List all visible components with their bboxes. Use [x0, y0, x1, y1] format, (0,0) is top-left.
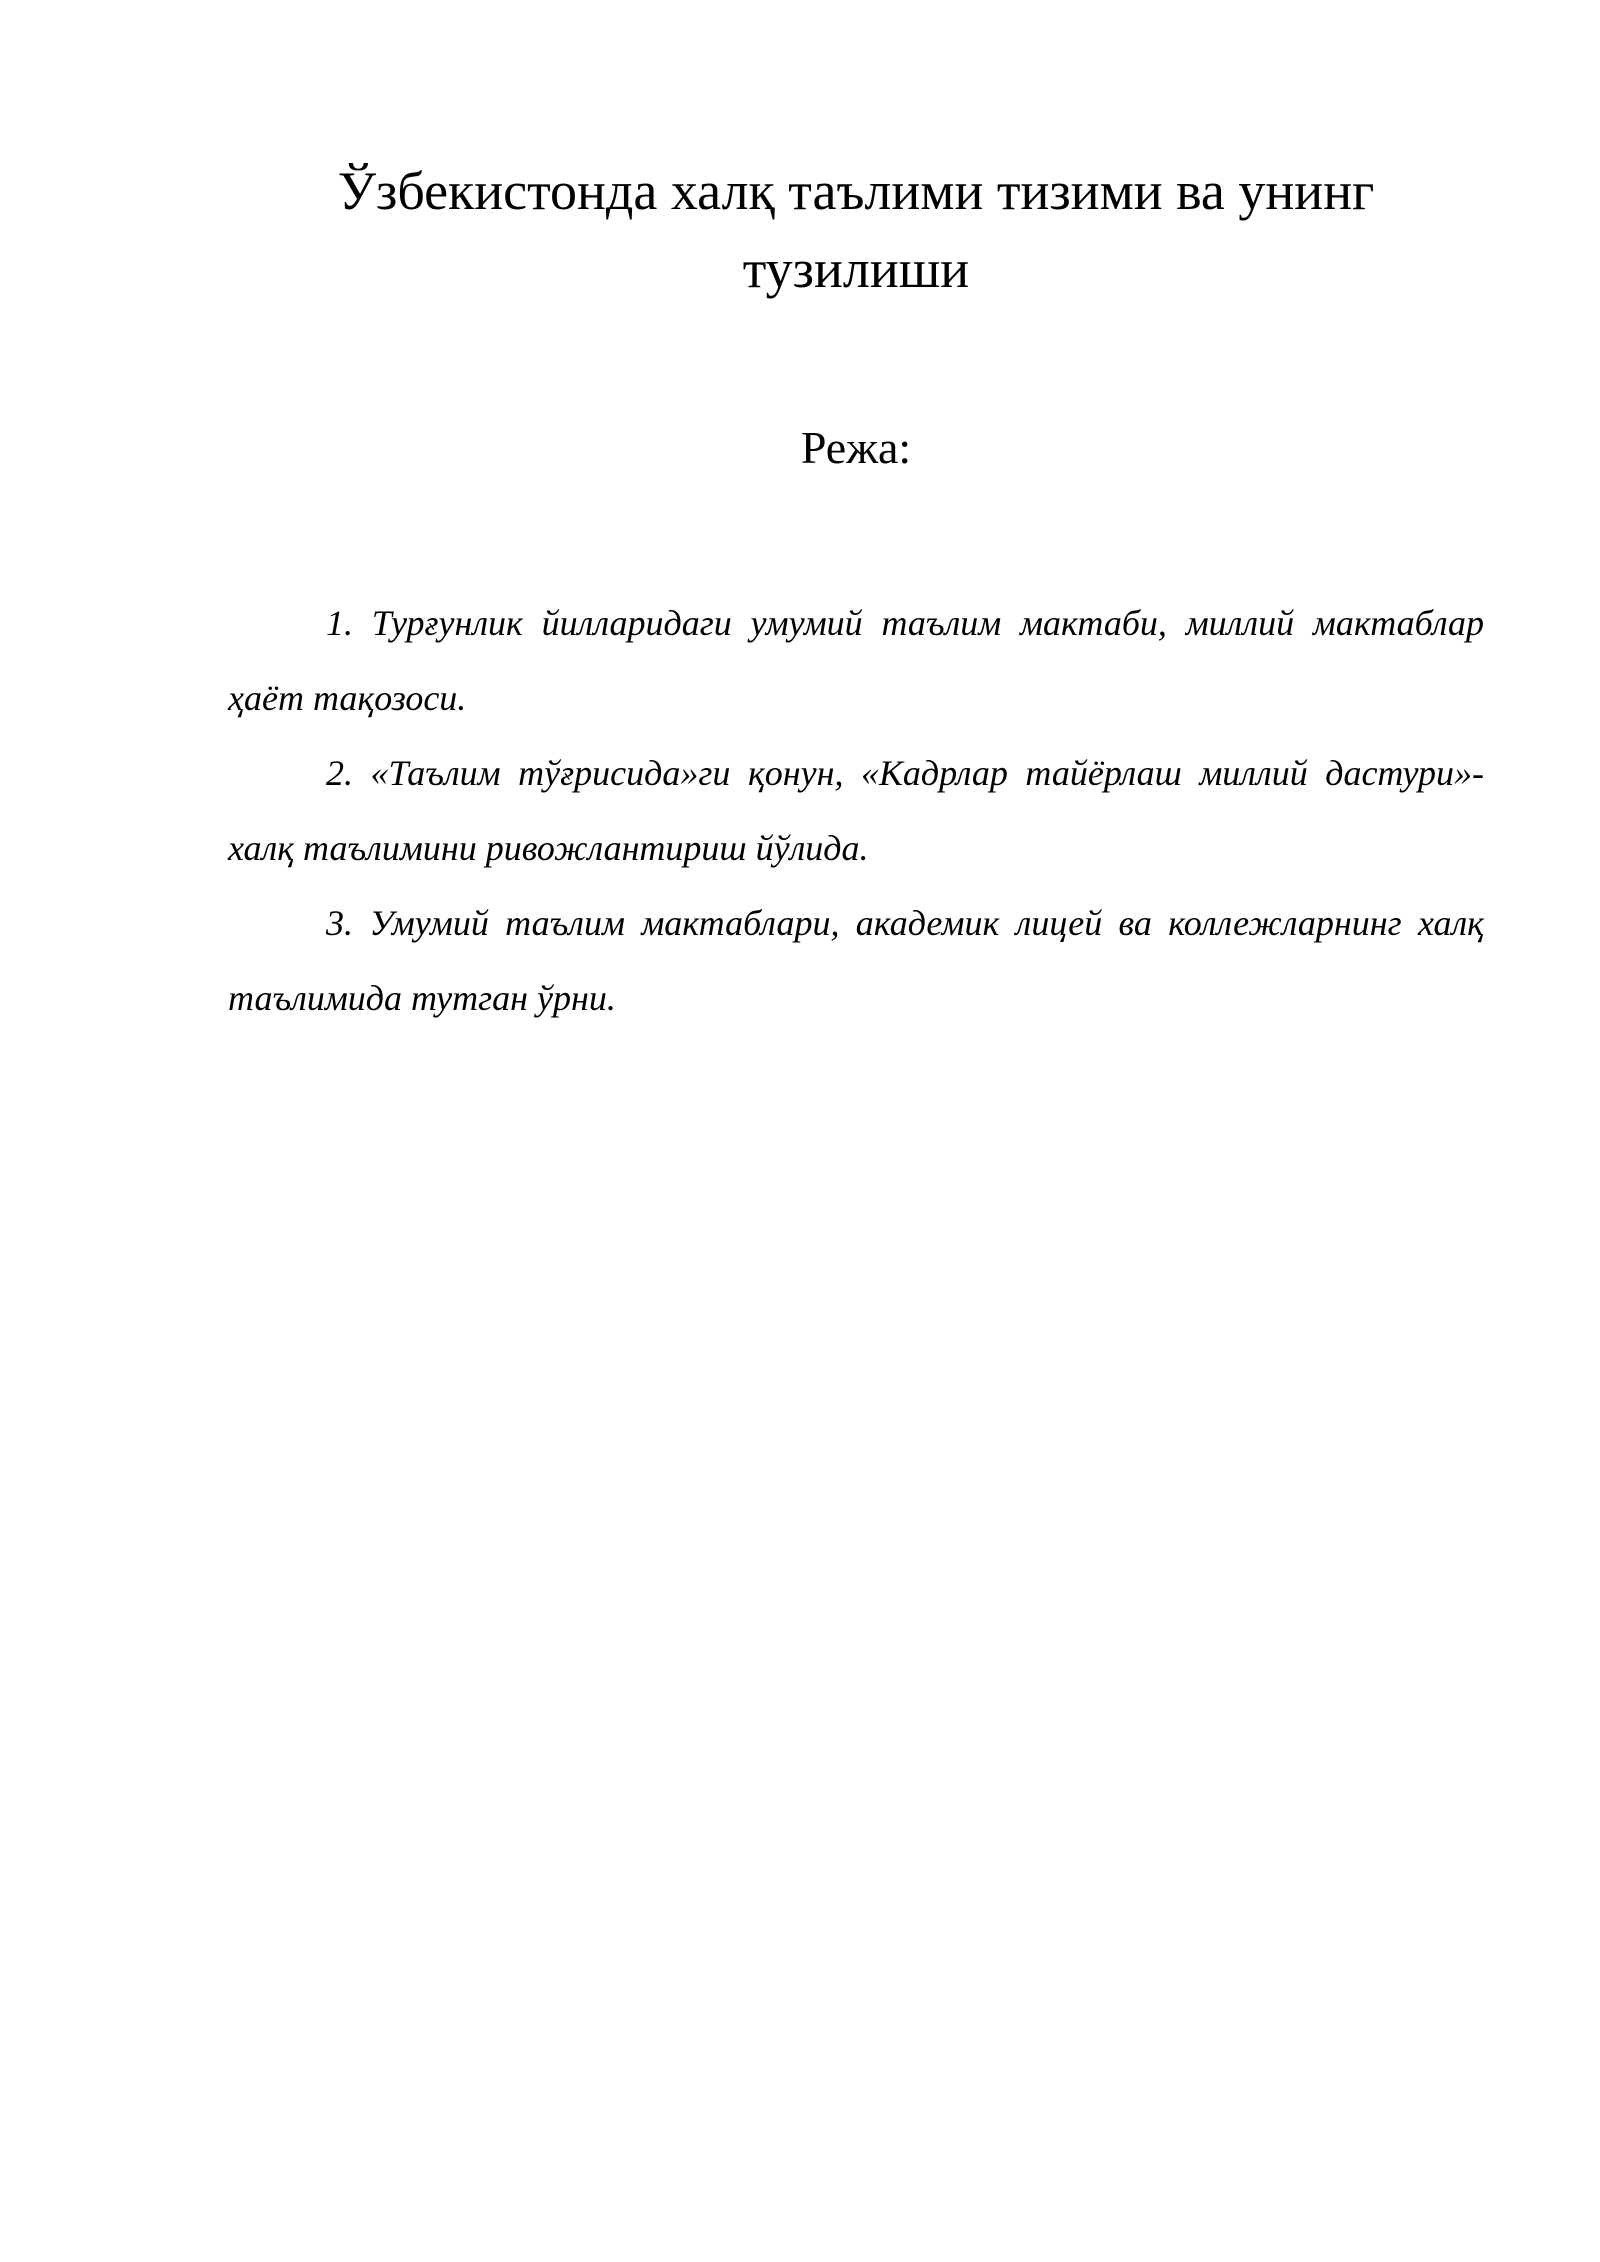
- document-title: Ўзбекистонда халқ таълими тизими ва унинг тузилиши: [337, 161, 1375, 299]
- plan-item-text: Умумий таълим мактаблари, академик лицей ва коллежларнинг халқ таълимида тутган ўрни.: [228, 903, 1485, 1018]
- plan-item-number: 1.: [326, 603, 353, 643]
- plan-item-text: «Таълим тўғрисида»ги қонун, «Кадрлар тайёрлаш миллий дастури»- халқ таълимини ривожлантириш йўлида.: [228, 753, 1485, 868]
- plan-heading: Режа:: [800, 422, 912, 473]
- plan-item-3: [228, 886, 1484, 1036]
- plan-item-number: 2.: [326, 753, 353, 793]
- plan-item-1: [228, 586, 1484, 736]
- plan-item-2: [228, 736, 1484, 886]
- plan-item-number: 3.: [326, 903, 353, 943]
- plan-list: [228, 586, 1484, 1036]
- plan-item-text: Турғунлик йилларидаги умумий таълим мактаби, миллий мактаблар ҳаёт тақозоси.: [228, 603, 1484, 718]
